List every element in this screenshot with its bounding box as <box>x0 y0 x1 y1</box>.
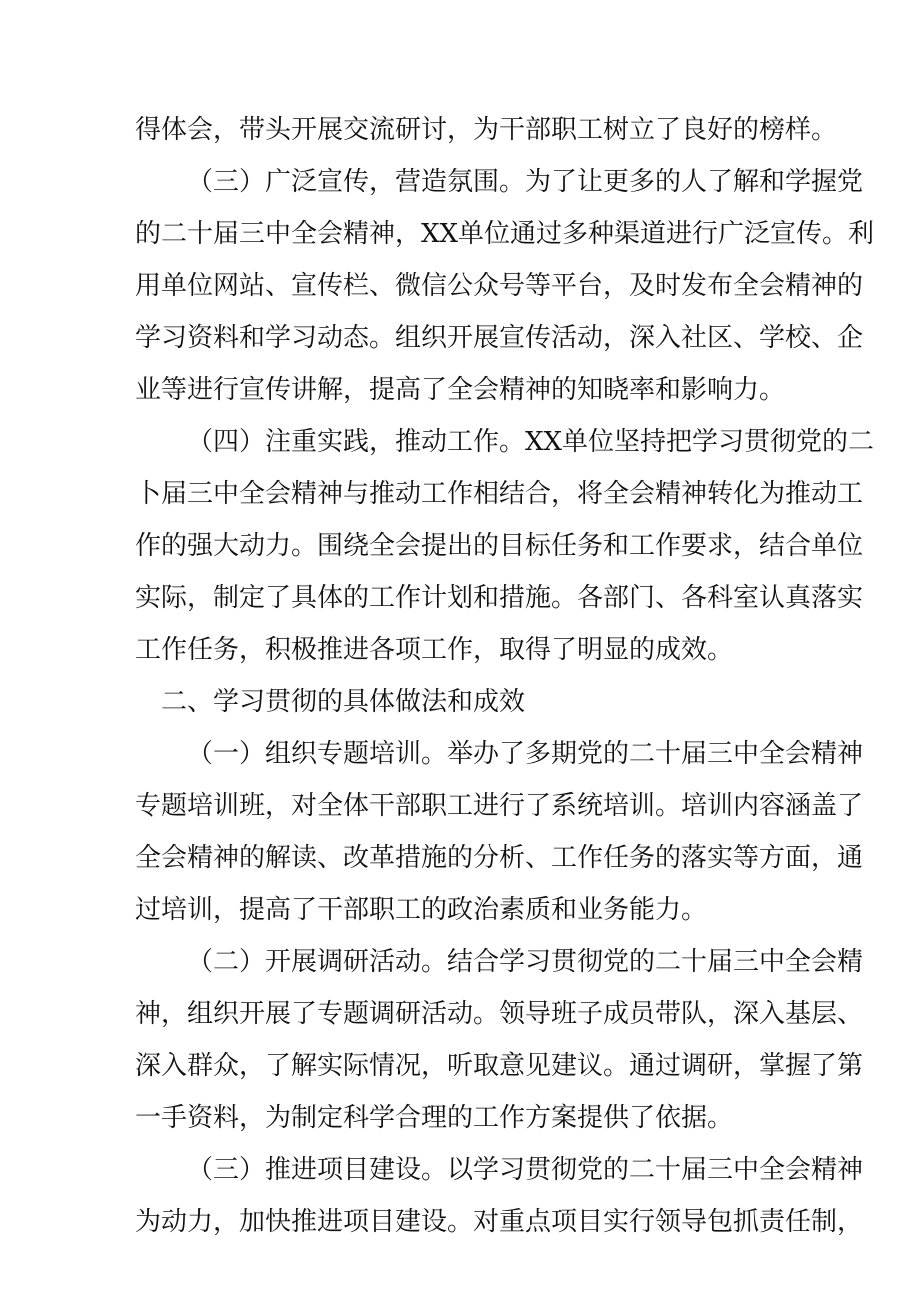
paragraph-line: 为动力，加快推进项目建设。对重点项目实行领导包抓责任制， <box>135 1207 864 1237</box>
paragraph-line: 用单位网站、宣传栏、微信公众号等平台，及时发布全会精神的 <box>135 271 864 301</box>
paragraph-line: 实际，制定了具体的工作计划和措施。各部门、各科室认真落实 <box>135 583 864 613</box>
paragraph-line: （三）广泛宣传，营造氛围。为了让更多的人了解和学握党 <box>187 167 864 197</box>
paragraph-line: 作的强大动力。围绕全会提出的目标任务和工作要求，结合单位 <box>135 531 864 561</box>
paragraph-line: （一）组织专题培训。举办了多期党的二十届三中全会精神 <box>187 739 864 769</box>
paragraph-line: 过培训，提高了干部职工的政治素质和业务能力。 <box>135 895 708 925</box>
paragraph-line: 全会精神的解读、改革措施的分析、工作任务的落实等方面，通 <box>135 843 864 873</box>
paragraph-line: 神，组织开展了专题调研活动。领导班子成员带队，深入基层、 <box>135 999 864 1029</box>
paragraph-line: 工作任务，积极推进各项工作，取得了明显的成效。 <box>135 635 734 665</box>
section-heading: 二、学习贯彻的具体做法和成效 <box>161 687 526 717</box>
paragraph-line: 业等进行宣传讲解，提高了全会精神的知晓率和影响力。 <box>135 375 786 405</box>
paragraph-line: 专题培训班，对全体干部职工进行了系统培训。培训内容涵盖了 <box>135 791 864 821</box>
paragraph-line: 的二十届三中全会精神，XX单位通过多种渠道进行广泛宣传。利 <box>135 219 875 249</box>
paragraph-line: 深入群众，了解实际情况，听取意见建议。通过调研，掌握了第 <box>135 1051 864 1081</box>
paragraph-line: （三）推进项目建设。以学习贯彻党的二十届三中全会精神 <box>187 1155 864 1185</box>
paragraph-line: 卜届三中全会精神与推动工作相结合，将全会精神转化为推动工 <box>135 479 864 509</box>
paragraph-line: 得体会，带头开展交流研讨，为干部职工树立了良好的榜样。 <box>135 115 838 145</box>
paragraph-line: 学习资料和学习动态。组织开展宣传活动，深入社区、学校、企 <box>135 323 864 353</box>
paragraph-line: 一手资料，为制定科学合理的工作方案提供了依据。 <box>135 1103 734 1133</box>
paragraph-line: （四）注重实践，推动工作。XX单位坚持把学习贯彻党的二 <box>187 427 875 457</box>
paragraph-line: （二）开展调研活动。结合学习贯彻党的二十届三中全会精 <box>187 947 864 977</box>
